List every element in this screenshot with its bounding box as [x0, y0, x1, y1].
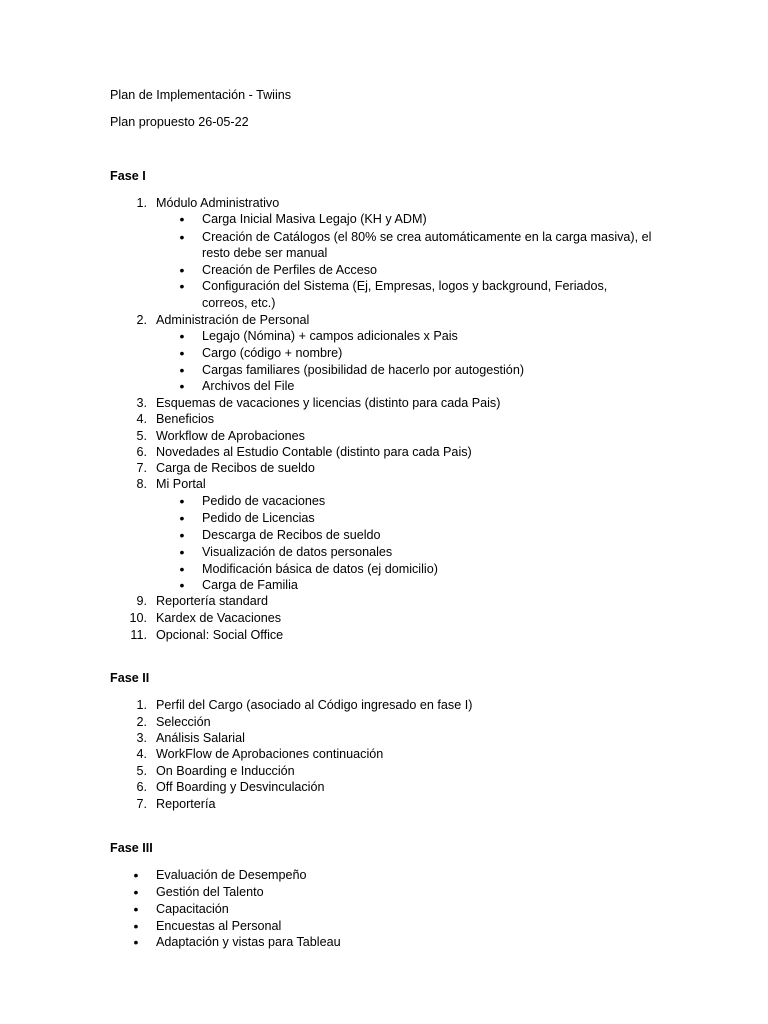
list-number: 10. [129, 611, 147, 625]
list-item: Opcional: Social Office [156, 628, 284, 642]
bullet-icon: • [179, 510, 185, 526]
list-item: Evaluación de Desempeño [156, 868, 307, 882]
list-item: Carga de Recibos de sueldo [156, 461, 315, 475]
list-item: Novedades al Estudio Contable (distinto para cada Pais) [156, 445, 472, 459]
list-item: Encuestas al Personal [156, 919, 282, 933]
sub-list-item: Archivos del File [202, 379, 295, 393]
bullet-icon: • [179, 328, 185, 344]
list-number: 6. [136, 445, 147, 459]
bullet-icon: • [179, 527, 185, 543]
list-item: Reportería standard [156, 594, 269, 608]
sub-list-item-continued: correos, etc.) [202, 296, 276, 310]
list-item: Workflow de Aprobaciones [156, 429, 305, 443]
list-item: Mi Portal [156, 477, 206, 491]
list-number: 5. [136, 764, 147, 778]
bullet-icon: • [179, 229, 185, 245]
bullet-icon: • [133, 901, 139, 917]
list-number: 9. [136, 594, 147, 608]
sub-list-item: Configuración del Sistema (Ej, Empresas, logos y background, Feriados, [202, 279, 608, 293]
fase1-heading: Fase I [110, 169, 146, 183]
list-number: 4. [136, 412, 147, 426]
bullet-icon: • [133, 918, 139, 934]
list-number: 6. [136, 780, 147, 794]
bullet-icon: • [179, 378, 185, 394]
sub-list-item: Creación de Perfiles de Acceso [202, 263, 378, 277]
bullet-icon: • [179, 345, 185, 361]
list-number: 7. [136, 797, 147, 811]
sub-list-item: Carga Inicial Masiva Legajo (KH y ADM) [202, 212, 427, 226]
list-item: Administración de Personal [156, 313, 310, 327]
sub-list-item: Legajo (Nómina) + campos adicionales x Pais [202, 329, 458, 343]
list-item: Selección [156, 715, 211, 729]
list-item: Kardex de Vacaciones [156, 611, 282, 625]
sub-list-item: Pedido de vacaciones [202, 494, 326, 508]
bullet-icon: • [179, 544, 185, 560]
list-item: Off Boarding y Desvinculación [156, 780, 325, 794]
fase2-heading: Fase II [110, 671, 150, 685]
fase3-heading: Fase III [110, 841, 153, 855]
list-number: 2. [136, 715, 147, 729]
list-item: Reportería [156, 797, 216, 811]
list-item: Gestión del Talento [156, 885, 264, 899]
bullet-icon: • [179, 493, 185, 509]
bullet-icon: • [133, 884, 139, 900]
sub-list-item: Modificación básica de datos (ej domicilio) [202, 562, 438, 576]
bullet-icon: • [179, 577, 185, 593]
list-number: 1. [136, 196, 147, 210]
sub-list-item: Creación de Catálogos (el 80% se crea automáticamente en la carga masiva), el [202, 230, 652, 244]
sub-list-item: Descarga de Recibos de sueldo [202, 528, 381, 542]
bullet-icon: • [133, 934, 139, 950]
sub-list-item: Visualización de datos personales [202, 545, 393, 559]
list-item: Esquemas de vacaciones y licencias (distinto para cada Pais) [156, 396, 501, 410]
list-number: 7. [136, 461, 147, 475]
list-number: 3. [136, 396, 147, 410]
sub-list-item: Carga de Familia [202, 578, 298, 592]
list-item: Capacitación [156, 902, 229, 916]
sub-list-item: Cargo (código + nombre) [202, 346, 343, 360]
document-title: Plan de Implementación - Twiins [110, 88, 292, 102]
bullet-icon: • [179, 262, 185, 278]
list-number: 5. [136, 429, 147, 443]
list-item: WorkFlow de Aprobaciones continuación [156, 747, 384, 761]
list-number: 11. [130, 628, 147, 642]
list-item: Módulo Administrativo [156, 196, 280, 210]
list-item: Beneficios [156, 412, 215, 426]
list-item: Perfil del Cargo (asociado al Código ingresado en fase I) [156, 698, 473, 712]
bullet-icon: • [179, 211, 185, 227]
document-subtitle: Plan propuesto 26-05-22 [110, 115, 249, 129]
list-number: 8. [136, 477, 147, 491]
list-number: 4. [136, 747, 147, 761]
list-item: Análisis Salarial [156, 731, 245, 745]
bullet-icon: • [179, 362, 185, 378]
sub-list-item: Pedido de Licencias [202, 511, 315, 525]
sub-list-item-continued: resto debe ser manual [202, 246, 328, 260]
list-number: 2. [136, 313, 147, 327]
list-item: On Boarding e Inducción [156, 764, 295, 778]
list-number: 3. [136, 731, 147, 745]
sub-list-item: Cargas familiares (posibilidad de hacerlo por autogestión) [202, 363, 525, 377]
list-item: Adaptación y vistas para Tableau [156, 935, 341, 949]
bullet-icon: • [179, 278, 185, 294]
bullet-icon: • [133, 867, 139, 883]
bullet-icon: • [179, 561, 185, 577]
list-number: 1. [136, 698, 147, 712]
